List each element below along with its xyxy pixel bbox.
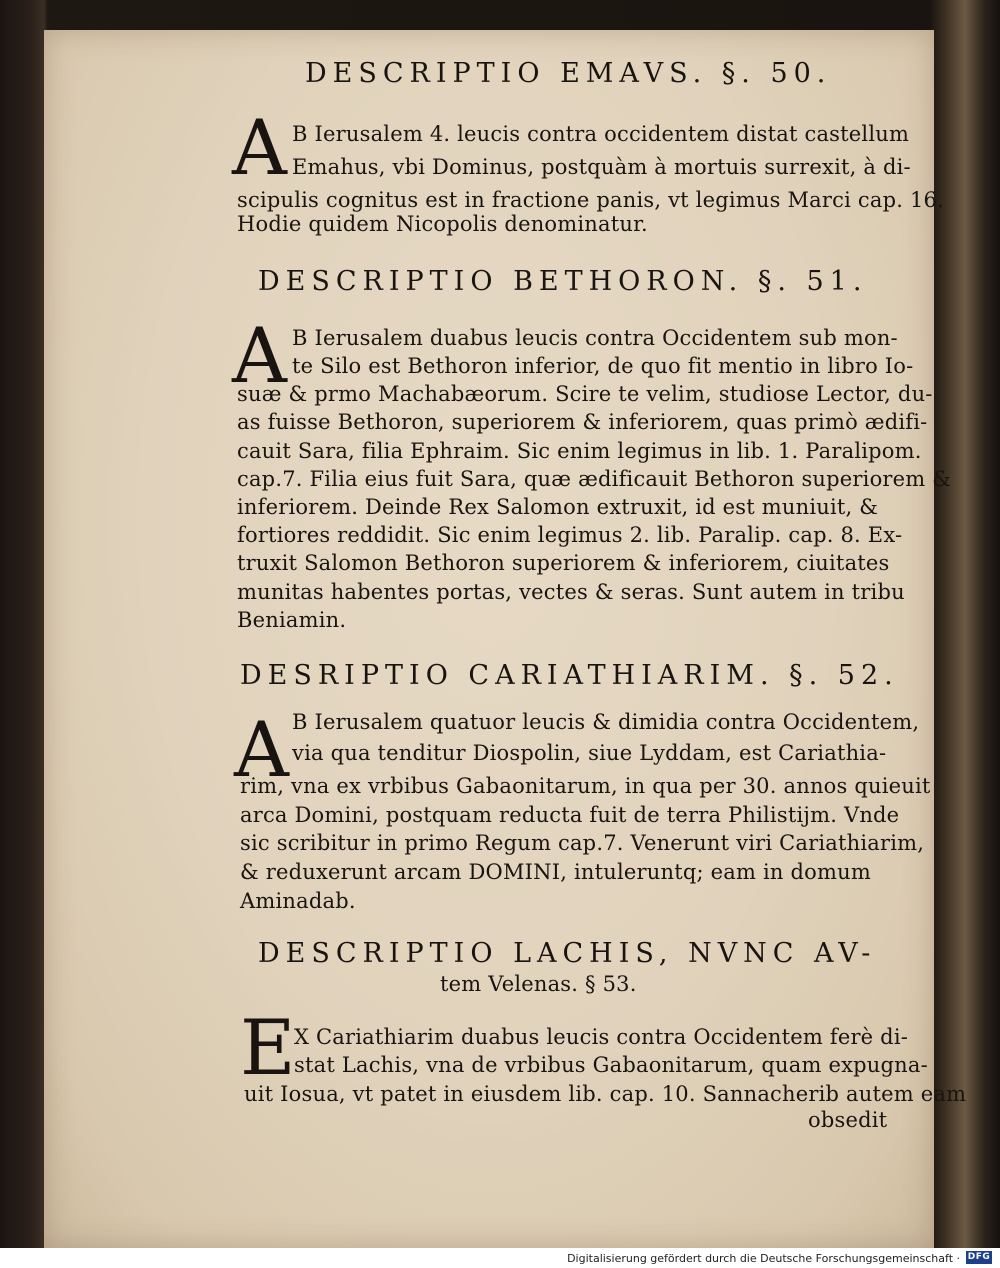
paragraph-line: B Ierusalem 4. leucis contra occidentem distat castellum: [292, 122, 910, 146]
paragraph-line: stat Lachis, vna de vrbibus Gabaonitarum, quam expugna-: [294, 1053, 928, 1077]
section-heading-emaus: DESCRIPTIO EMAVS. §. 50.: [305, 58, 832, 89]
paragraph-line: obsedit: [808, 1108, 888, 1132]
paragraph-line: fortiores reddidit. Sic enim legimus 2. lib. Paralip. cap. 8. Ex-: [237, 523, 903, 547]
drop-cap-e: E: [240, 1003, 296, 1092]
funding-credit: Digitalisierung gefördert durch die Deutsche Forschungsgemeinschaft ·: [567, 1252, 960, 1265]
paragraph-line: rim, vna ex vrbibus Gabaonitarum, in qua per 30. annos quieuit: [240, 774, 931, 798]
section-heading-bethoron: DESCRIPTIO BETHORON. §. 51.: [258, 266, 868, 297]
dfg-logo: DFG: [967, 1252, 991, 1262]
paragraph-line: cap.7. Filia eius fuit Sara, quæ ædificauit Bethoron superiorem &: [237, 467, 952, 491]
paragraph-line: cauit Sara, filia Ephraim. Sic enim legimus in lib. 1. Paralipom.: [237, 439, 922, 463]
paragraph-line: truxit Salomon Bethoron superiorem & inferiorem, ciuitates: [237, 551, 890, 575]
paragraph-line: te Silo est Bethoron inferior, de quo fit mentio in libro Io-: [292, 354, 914, 378]
drop-cap-a: A: [234, 705, 289, 794]
section-heading-lachis-continued: tem Velenas. § 53.: [440, 972, 637, 996]
section-heading-cariathiarim: DESRIPTIO CARIATHIARIM. §. 52.: [240, 660, 899, 691]
paragraph-line: & reduxerunt arcam DOMINI, intuleruntq; eam in domum: [240, 860, 871, 884]
paragraph-line: Hodie quidem Nicopolis denominatur.: [237, 212, 648, 236]
drop-cap-a: A: [232, 311, 287, 400]
paragraph-line: munitas habentes portas, vectes & seras. Sunt autem in tribu: [237, 580, 905, 604]
paragraph-line: B Ierusalem duabus leucis contra Occidentem sub mon-: [292, 326, 898, 350]
paragraph-line: uit Iosua, vt patet in eiusdem lib. cap. 10. Sannacherib autem eam: [244, 1082, 967, 1106]
paragraph-line: suæ & prmo Machabæorum. Scire te velim, studiose Lector, du-: [237, 382, 933, 406]
paragraph-line: as fuisse Bethoron, superiorem & inferiorem, quas primò ædifi-: [237, 410, 928, 434]
paragraph-line: Aminadab.: [240, 889, 356, 913]
paragraph-line: scipulis cognitus est in fractione panis, vt legimus Marci cap. 16.: [237, 188, 944, 212]
paragraph-line: B Ierusalem quatuor leucis & dimidia contra Occidentem,: [292, 710, 920, 734]
paragraph-line: inferiorem. Deinde Rex Salomon extruxit, id est muniuit, &: [237, 495, 879, 519]
paragraph-line: Beniamin.: [237, 608, 347, 632]
paragraph-line: sic scribitur in primo Regum cap.7. Venerunt viri Cariathiarim,: [240, 831, 925, 855]
drop-cap-a: A: [232, 103, 287, 192]
paragraph-line: via qua tenditur Diospolin, siue Lyddam, est Cariathia-: [292, 741, 887, 765]
paragraph-line: Emahus, vbi Dominus, postquàm à mortuis surrexit, à di-: [292, 155, 911, 179]
paragraph-line: X Cariathiarim duabus leucis contra Occidentem ferè di-: [294, 1025, 909, 1049]
section-heading-lachis: DESCRIPTIO LACHIS, NVNC AV-: [258, 938, 877, 969]
paragraph-line: arca Domini, postquam reducta fuit de terra Philistijm. Vnde: [240, 803, 900, 827]
